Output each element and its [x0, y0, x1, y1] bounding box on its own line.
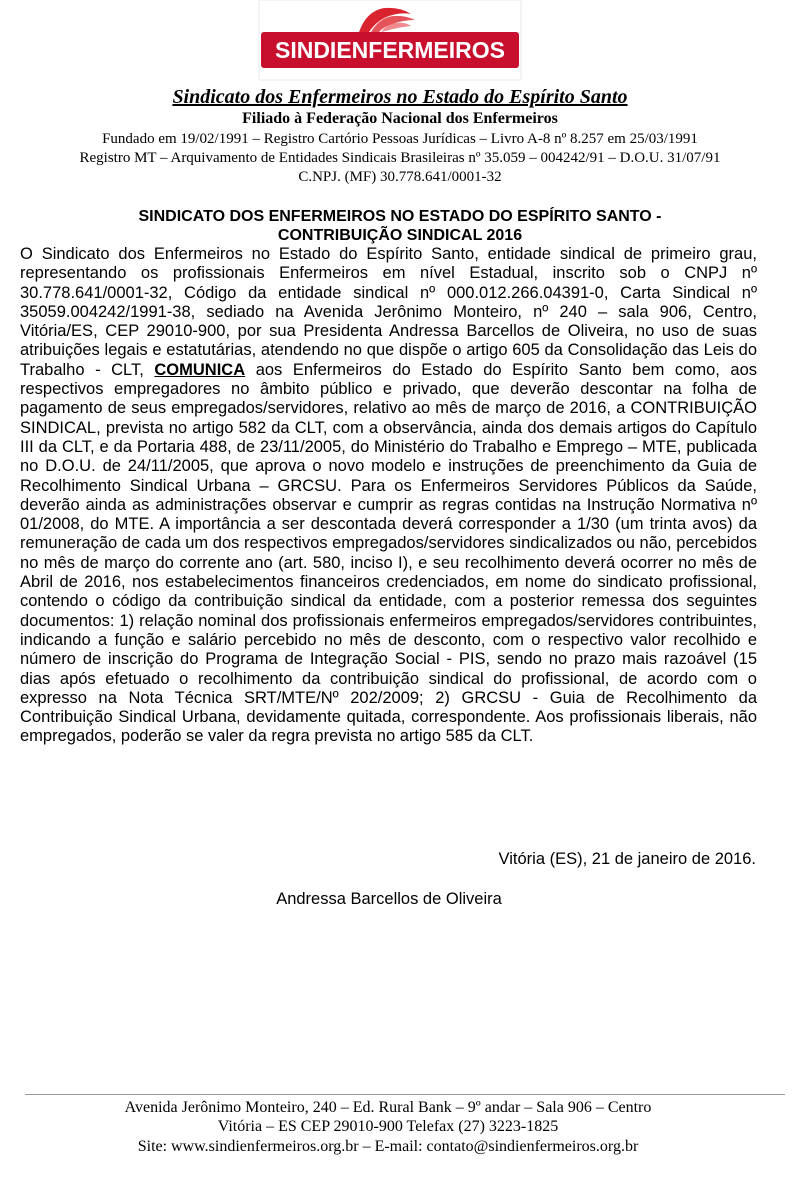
footer-divider: [25, 1094, 785, 1095]
notice-body: [20, 245, 757, 747]
footer-address: Avenida Jerônimo Monteiro, 240 – Ed. Rural Bank – 9º andar – Sala 906 – Centro: [124, 1099, 652, 1116]
foundation-registry-line: Fundado em 19/02/1991 – Registro Cartório Pessoas Jurídicas – Livro A-8 nº 8.257 em 25/03/1991: [102, 131, 698, 147]
footer-city-phone: Vitória – ES CEP 29010-900 Telefax (27) 3223-1825: [217, 1118, 559, 1135]
notice-date: Vitória (ES), 21 de janeiro de 2016.: [498, 850, 756, 868]
footer-site-email: Site: www.sindienfermeiros.org.br – E-mail: contato@sindienfermeiros.org.br: [137, 1138, 639, 1155]
notice-body-part-2: aos Enfermeiros do Estado do Espírito Santo bem como, aos respectivos empregadores no âmbito público e privado, que deverão descontar na folha de pagamento de seus empregados/servidores, relativo ao mês de março de 2016, a CONTRIBUIÇÃO SINDICAL, prevista no artigo 582 da CLT, com a observância, ainda dos demais artigos do Capítulo III da CLT, e da Portaria 488, de 23/11/2005, do Ministério do Trabalho e Emprego – MTE, publicada no D.O.U. de 24/11/2005, que aprova o novo modelo e instruções de preenchimento da Guia de Recolhimento Sindical Urbana – GRCSU. Para os Enfermeiros Servidores Públicos da Saúde, deverão ainda as administrações observar e cumprir as regras contidas na Instrução Normativa nº 01/2008, do MTE. A importância a ser descontada deverá corresponder a 1/30 (um trinta avos) da remuneração de cada um dos respectivos empregados/servidores sindicalizados ou não, percebidos no mês de março do corrente ano (art. 580, inciso I), e seu recolhimento deverá ocorrer no mês de Abril de 2016, nos estabelecimentos financeiros credenciados, em nome do sindicato profissional, contendo o código da contribuição sindical da entidade, com a posterior remessa dos seguintes documentos: 1) relação nominal dos profissionais enfermeiros empregados/servidores contribuintes, indicando a função e salário percebido no mês de desconto, com o respectivo valor recolhido e número de inscrição do Programa de Integração Social - PIS, sendo no prazo mais razoável (15 dias após efetuado o recolhimento da contribuição sindical do profissional, de acordo com o expresso na Nota Técnica SRT/MTE/Nº 202/2009; 2) GRCSU - Guia de Recolhimento da Contribuição Sindical Urbana, devidamente quitada, correspondente. Aos profissionais liberais, não empregados, poderão se valer da regra prevista no artigo 585 da CLT.: [20, 360, 758, 746]
comunica-emphasis: COMUNICA: [154, 360, 246, 379]
notice-title-line-2: CONTRIBUIÇÃO SINDICAL 2016: [277, 227, 523, 244]
mt-registry-line: Registro MT – Arquivamento de Entidades Sindicais Brasileiras nº 35.059 – 004242/91 – D.O.U. 31/07/91: [79, 150, 721, 166]
sindienfermeiros-logo: [255, 0, 525, 82]
signatory-name: Andressa Barcellos de Oliveira: [276, 890, 502, 908]
union-name-title: Sindicato dos Enfermeiros no Estado do Espírito Santo: [172, 86, 628, 108]
notice-body-part-1: O Sindicato dos Enfermeiros no Estado do Espírito Santo, entidade sindical de primeiro grau, representando os profissionais Enfermeiros em nível Estadual, inscrito sob o CNPJ nº 30.778.641/0001-32, Código da entidade sindical nº 000.012.266.04391-0, Carta Sindical nº 35059.004242/1991-38, sediado na Avenida Jerônimo Monteiro, nº 240 – sala 906, Centro, Vitória/ES, CEP 29010-900, por sua Presidenta Andressa Barcellos de Oliveira, no uso de suas atribuições legais e estatutárias, atendendo no que dispõe o artigo 605 da Consolidação das Leis do Trabalho - CLT,: [20, 245, 757, 379]
federation-affiliation: Filiado à Federação Nacional dos Enfermeiros: [242, 110, 558, 127]
cnpj-line: C.NPJ. (MF) 30.778.641/0001-32: [298, 169, 502, 185]
notice-title-line-1: SINDICATO DOS ENFERMEIROS NO ESTADO DO ESPÍRITO SANTO -: [138, 208, 662, 225]
logo-text: SINDIENFERMEIROS: [274, 37, 506, 63]
